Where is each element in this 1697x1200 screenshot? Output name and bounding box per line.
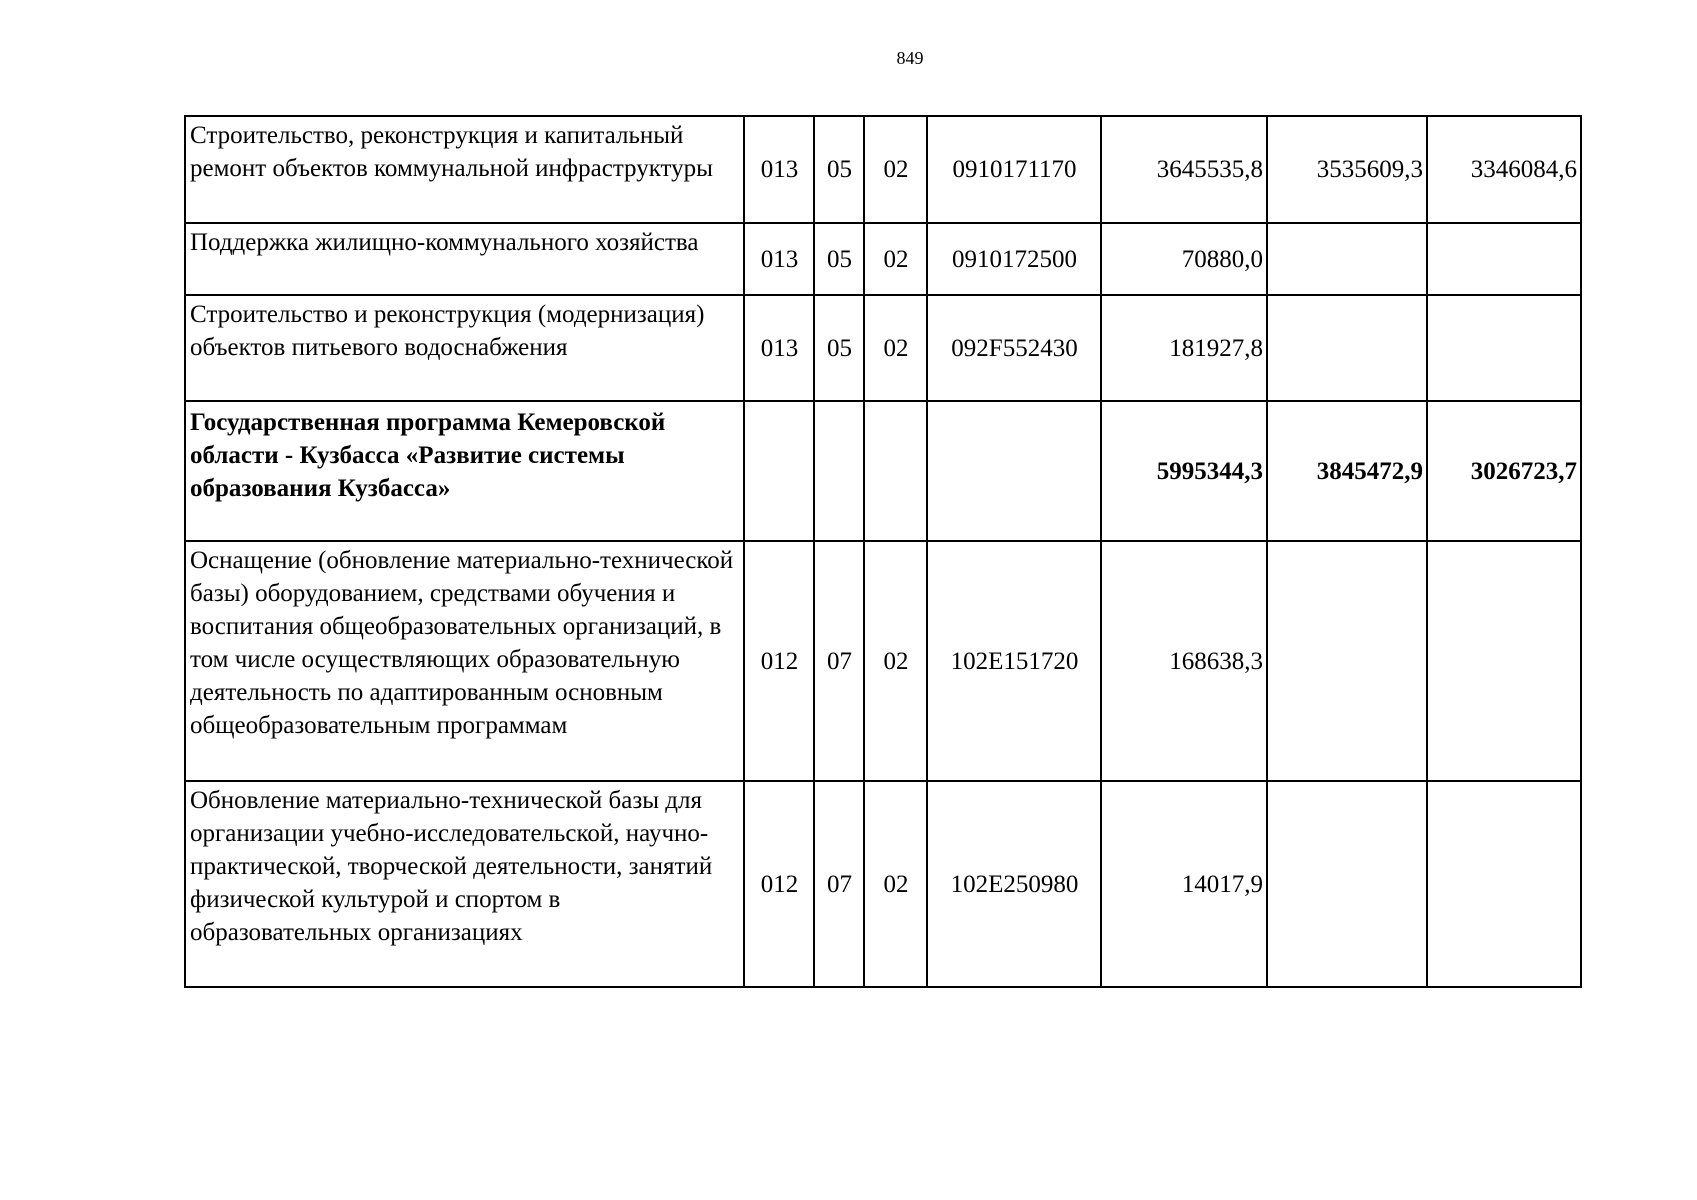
budget-table — [184, 115, 1582, 988]
subsection-cell: 02 — [864, 781, 927, 987]
subsection-cell: 02 — [864, 116, 927, 223]
table-row — [185, 781, 1581, 987]
amount-year3-cell — [1427, 781, 1581, 987]
target-article-cell: 092F552430 — [927, 295, 1101, 401]
ministry-code-cell: 013 — [744, 223, 814, 295]
target-article-cell: 0910172500 — [927, 223, 1101, 295]
row-name-cell: Строительство и реконструкция (модернизация) объектов питьевого водоснабжения — [185, 295, 744, 401]
ministry-code-cell: 013 — [744, 295, 814, 401]
ministry-code-cell: 012 — [744, 781, 814, 987]
ministry-code-cell: 013 — [744, 116, 814, 223]
section-cell: 05 — [814, 295, 864, 401]
section-cell — [814, 401, 864, 541]
row-name-cell: Поддержка жилищно-коммунального хозяйства — [185, 223, 744, 295]
subsection-cell: 02 — [864, 541, 927, 781]
row-name-cell: Обновление материально-технической базы для организации учебно-исследовательской, научно-практической, творческой деятельности, занятий физической культурой и спортом в образовательных организациях — [185, 781, 744, 987]
table-row — [185, 116, 1581, 223]
table-row — [185, 541, 1581, 781]
subsection-cell: 02 — [864, 295, 927, 401]
amount-year1-cell: 70880,0 — [1101, 223, 1267, 295]
amount-year3-cell — [1427, 223, 1581, 295]
amount-year3-cell: 3026723,7 — [1427, 401, 1581, 541]
subsection-cell: 02 — [864, 223, 927, 295]
amount-year1-cell: 168638,3 — [1101, 541, 1267, 781]
amount-year1-cell: 3645535,8 — [1101, 116, 1267, 223]
section-cell: 07 — [814, 541, 864, 781]
row-name-cell: Государственная программа Кемеровской области - Кузбасса «Развитие системы образования Кузбасса» — [185, 401, 744, 541]
amount-year2-cell — [1267, 781, 1427, 987]
page-number: 849 — [896, 48, 924, 68]
table-row — [185, 295, 1581, 401]
section-cell: 07 — [814, 781, 864, 987]
amount-year2-cell: 3535609,3 — [1267, 116, 1427, 223]
target-article-cell — [927, 401, 1101, 541]
target-article-cell: 0910171170 — [927, 116, 1101, 223]
amount-year2-cell — [1267, 295, 1427, 401]
section-cell: 05 — [814, 223, 864, 295]
amount-year2-cell — [1267, 223, 1427, 295]
amount-year1-cell: 14017,9 — [1101, 781, 1267, 987]
ministry-code-cell — [744, 401, 814, 541]
amount-year3-cell — [1427, 295, 1581, 401]
table-row-program-total — [185, 401, 1581, 541]
amount-year2-cell — [1267, 541, 1427, 781]
subsection-cell — [864, 401, 927, 541]
section-cell: 05 — [814, 116, 864, 223]
amount-year1-cell: 181927,8 — [1101, 295, 1267, 401]
row-name-cell: Оснащение (обновление материально-технической базы) оборудованием, средствами обучения и воспитания общеобразовательных организаций, в том числе осуществляющих образовательную деятельность по адаптированным основным общеобразовательным программам — [185, 541, 744, 781]
row-name-cell: Строительство, реконструкция и капитальный ремонт объектов коммунальной инфраструктуры — [185, 116, 744, 223]
amount-year2-cell: 3845472,9 — [1267, 401, 1427, 541]
table-row — [185, 223, 1581, 295]
ministry-code-cell: 012 — [744, 541, 814, 781]
amount-year3-cell: 3346084,6 — [1427, 116, 1581, 223]
target-article-cell: 102E250980 — [927, 781, 1101, 987]
target-article-cell: 102E151720 — [927, 541, 1101, 781]
amount-year1-cell: 5995344,3 — [1101, 401, 1267, 541]
amount-year3-cell — [1427, 541, 1581, 781]
